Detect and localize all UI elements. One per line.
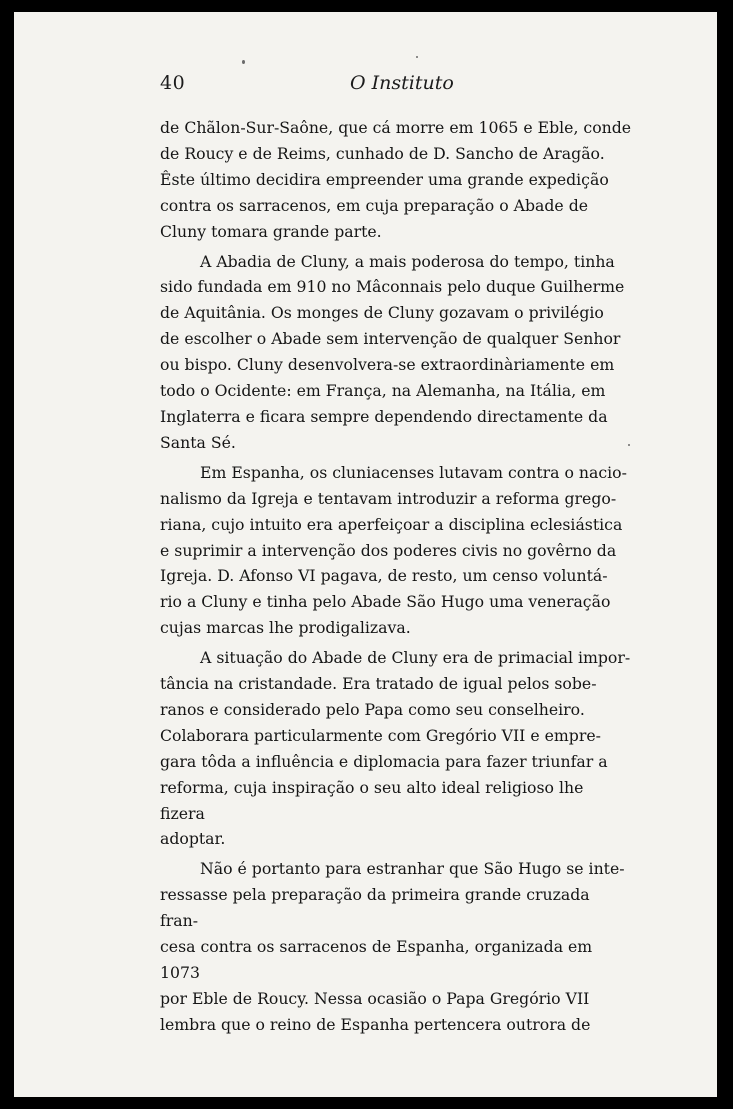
paragraph-sao-hugo: Não é portanto para estranhar que São Hugo se inte- ressasse pela preparação da primeira grande cruzada fran- cesa contra os sarracenos de Espanha, organizada em 1073 por Eble de Roucy. Nessa ocasião o Papa Gregório VII lembra que o reino de Espanha pertencera outrora de [160,859,625,1034]
paragraph-espanha: Em Espanha, os cluniacenses lutavam contra o nacio- nalismo da Igreja e tentavam introduzir a reforma grego- riana, cujo intuito era aperfeiçoar a disciplina eclesiástica e suprimir a intervenção dos poderes civis no govêrno da Igreja. D. Afonso VI pagava, de resto, um censo voluntá- rio a Cluny e tinha pelo Abade São Hugo uma veneração cujas marcas lhe prodigalizava. [160,462,627,638]
running-title: O Instituto [350,72,454,94]
page-number: 40 [160,72,186,94]
page-header [160,72,640,102]
scan-speck [416,56,418,58]
scan-speck [242,60,245,64]
paragraph-abadia-cluny: A Abadia de Cluny, a mais poderosa do tempo, tinha sido fundada em 910 no Mâconnais pelo duque Guilherme de Aquitânia. Os monges de Cluny gozavam o privilégio de escolher o Abade sem intervenção de qualquer Senhor ou bispo. Cluny desenvolvera-se extraordinàriamente em todo o Ocidente: em França, na Alemanha, na Itália, em Inglaterra e ficara sempre dependendo directamente da Santa Sé. [160,251,625,452]
paragraph-situacao-abade: A situação do Abade de Cluny era de primacial impor- tância na cristandade. Era tratado de igual pelos sobe- ranos e considerado pelo Papa como seu conselheiro. Colaborara particularmente com Gregório VII e empre- gara tôda a influência e diplomacia para fazer triunfar a reforma, cuja inspiração o seu alto ideal religioso lhe fizera adoptar. [160,648,631,849]
book-page [14,12,717,1097]
body-text [160,115,632,1042]
scan-speck [628,444,630,446]
paragraph-continuation: de Chãlon-Sur-Saône, que cá morre em 1065 e Eble, conde de Roucy e de Reims, cunhado de D. Sancho de Aragão. Êste último decidira empreender uma grande expedição contra os sarracenos, em cuja preparação o Abade de Cluny tomara grande parte. [160,118,632,241]
